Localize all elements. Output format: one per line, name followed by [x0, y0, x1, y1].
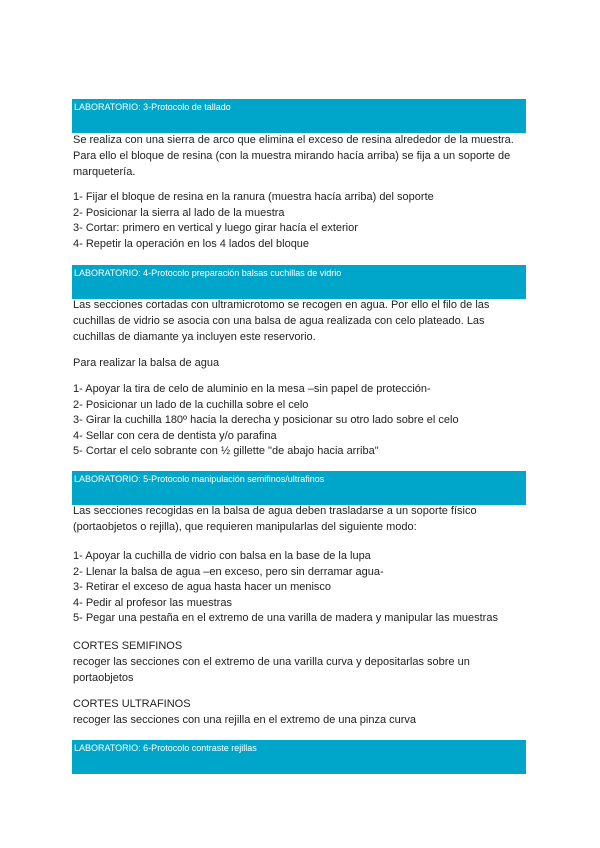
paragraph-line: cuchillas de diamante ya incluyen este reservorio.: [73, 331, 316, 343]
section-header-label: LABORATORIO: 6-Protocolo contraste rejillas: [74, 743, 257, 753]
list-item: 2- Posicionar un lado de la cuchilla sobre el celo: [73, 398, 309, 411]
list-item: 3- Retirar el exceso de agua hasta hacer un menisco: [73, 581, 332, 593]
list-item: 3- Cortar: primero en vertical y luego girar hacía el exterior: [73, 222, 358, 234]
section-header-tallado: [72, 99, 526, 133]
list-item: 2- Posicionar la sierra al lado de la muestra: [73, 206, 285, 219]
cortes-semifinos-title: CORTES SEMIFINOS: [73, 640, 183, 652]
section-header-contraste: [72, 740, 526, 774]
list-item: 4- Repetir la operación en los 4 lados del bloque: [73, 237, 310, 250]
paragraph-line: recoger las secciones con una rejilla en el extremo de una pinza curva: [73, 714, 417, 726]
list-item: 5- Cortar el celo sobrante con ½ gillette "de abajo hacia arriba": [73, 445, 379, 457]
paragraph-line: marquetería.: [73, 166, 136, 178]
section-header-manipulacion: [72, 471, 526, 505]
cortes-ultrafinos-title: CORTES ULTRAFINOS: [73, 698, 191, 710]
paragraph-line: portaobjetos: [73, 672, 134, 684]
section-header-label: LABORATORIO: 5-Protocolo manipulación semifinos/ultrafinos: [74, 474, 325, 484]
intro-paragraph-manipulacion: [73, 503, 533, 535]
section-header-label: LABORATORIO: 3-Protocolo de tallado: [74, 102, 231, 112]
steps-list-tallado: [73, 190, 533, 252]
cortes-ultrafinos-block: [73, 696, 533, 728]
paragraph-line: cuchillas de vidrio se asocia con una balsa de agua realizada con celo plateado. Las: [73, 315, 485, 327]
paragraph-line: Las secciones cortadas con ultramicrotomo se recogen en agua. Por ello el filo de las: [73, 299, 490, 311]
paragraph-line: recoger las secciones con el extremo de una varilla curva y depositarlas sobre un: [73, 656, 470, 668]
list-item: 4- Pedir al profesor las muestras: [73, 596, 232, 609]
list-item: 4- Sellar con cera de dentista y/o parafina: [73, 429, 277, 442]
subheading-balsa: Para realizar la balsa de agua: [73, 357, 220, 369]
list-item: 5- Pegar una pestaña en el extremo de una varilla de madera y manipular las muestras: [73, 612, 498, 624]
section-header-balsas: [72, 265, 526, 299]
paragraph-line: Las secciones recogidas en la balsa de agua deben trasladarse a un soporte físico: [73, 505, 477, 517]
paragraph-line: Para ello el bloque de resina (con la muestra mirando hacía arriba) se fija a un soporte de: [73, 150, 511, 162]
paragraph-line: (portaobjetos o rejilla), que requieren manipularlas del siguiente modo:: [73, 521, 417, 533]
cortes-semifinos-block: [73, 638, 533, 686]
list-item: 1- Fijar el bloque de resina en la ranura (muestra hacía arriba) del soporte: [73, 191, 434, 203]
section-header-label: LABORATORIO: 4-Protocolo preparación balsas cuchillas de vidrio: [74, 268, 342, 278]
list-item: 1- Apoyar la cuchilla de vidrio con balsa en la base de la lupa: [73, 550, 371, 562]
list-item: 3- Girar la cuchilla 180º hacia la derecha y posicionar su otro lado sobre el celo: [73, 414, 459, 426]
list-item: 1- Apoyar la tira de celo de aluminio en la mesa –sin papel de protección-: [73, 383, 431, 395]
intro-paragraph-tallado: [73, 132, 533, 180]
steps-list-manipulacion: [73, 549, 533, 627]
steps-list-balsas: [73, 382, 533, 460]
list-item: 2- Llenar la balsa de agua –en exceso, pero sin derramar agua-: [73, 565, 384, 578]
paragraph-line: Se realiza con una sierra de arco que elimina el exceso de resina alrededor de la muestra.: [73, 134, 514, 146]
intro-paragraph-balsas: [73, 297, 533, 345]
